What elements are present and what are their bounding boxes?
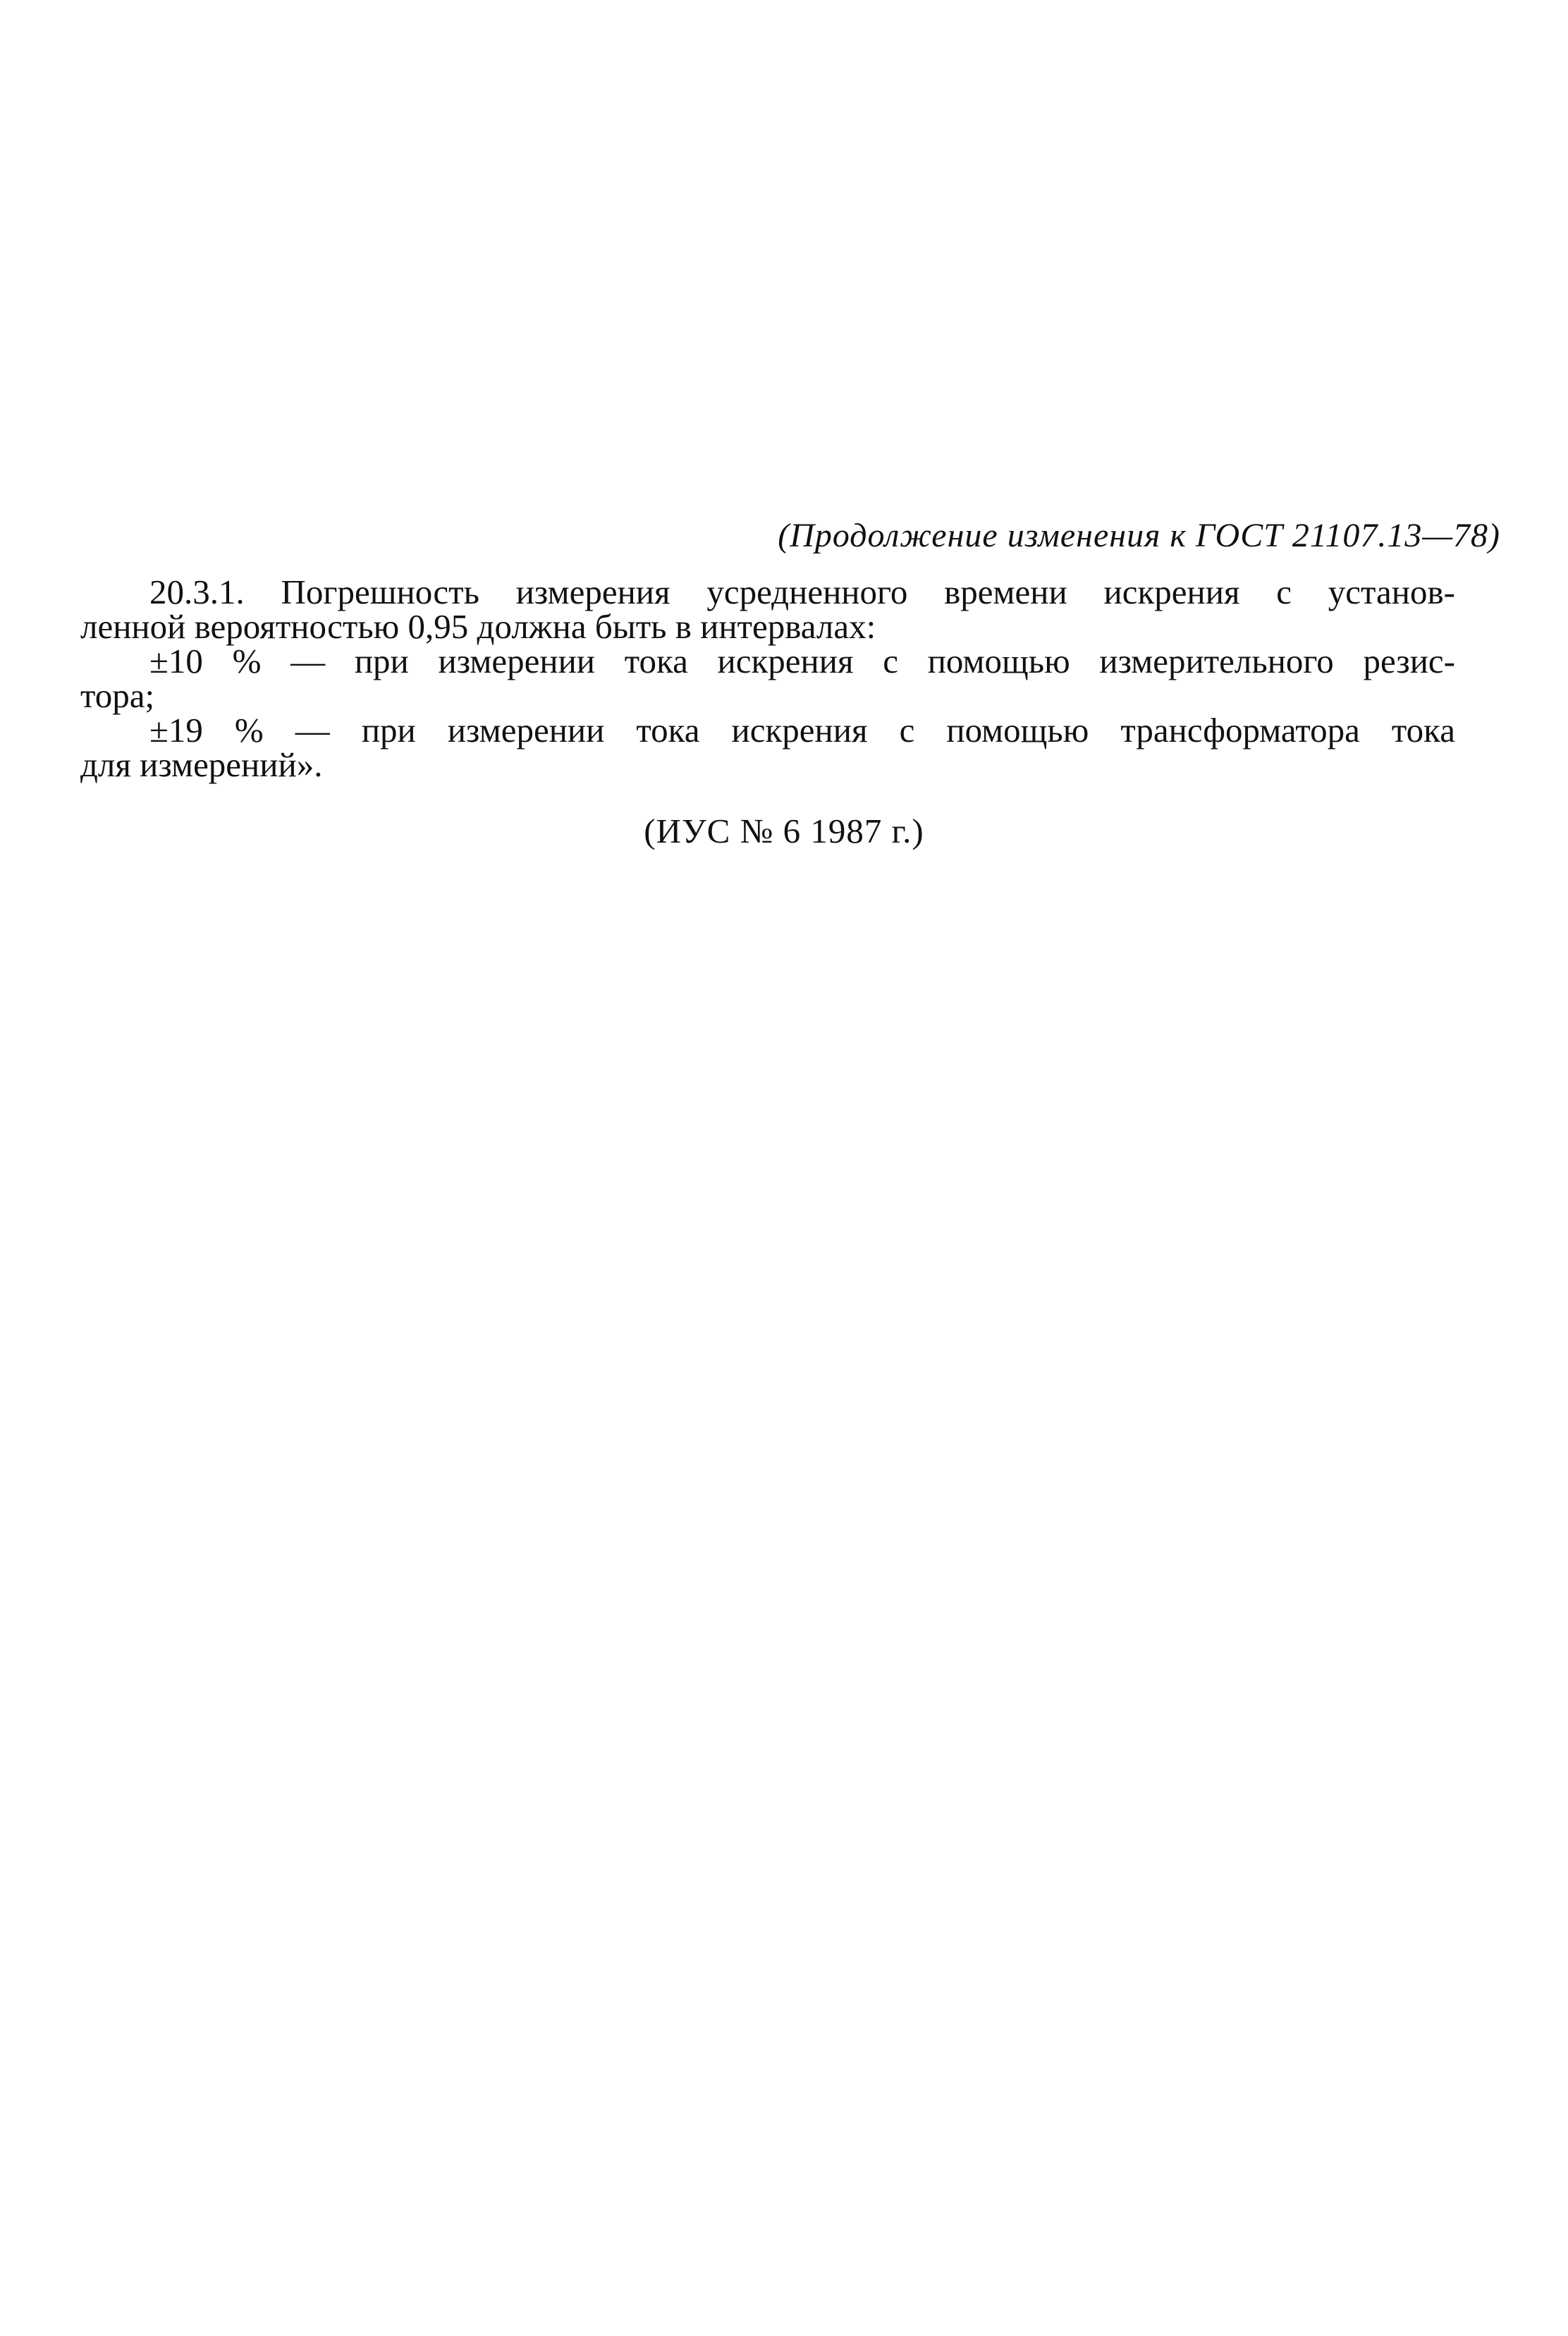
source-reference: (ИУС № 6 1987 г.) xyxy=(644,812,924,850)
continuation-note: (Продолжение изменения к ГОСТ 21107.13—78) xyxy=(778,517,1500,554)
paragraph-line-2: ленной вероятностью 0,95 должна быть в интервалах: xyxy=(80,607,876,646)
paragraph-line-1: 20.3.1. Погрешность измерения усредненного времени искрения с установ- xyxy=(149,573,1455,611)
item-1-line-1: ±10 % — при измерении тока искрения с помощью измерительного резис- xyxy=(149,642,1455,680)
item-1-line-2: тора; xyxy=(80,676,155,715)
amendment-text xyxy=(80,573,1526,784)
item-2-line-1: ±19 % — при измерении тока искрения с помощью трансформатора тока xyxy=(149,711,1455,750)
item-2-line-2: для измерений». xyxy=(80,745,323,784)
